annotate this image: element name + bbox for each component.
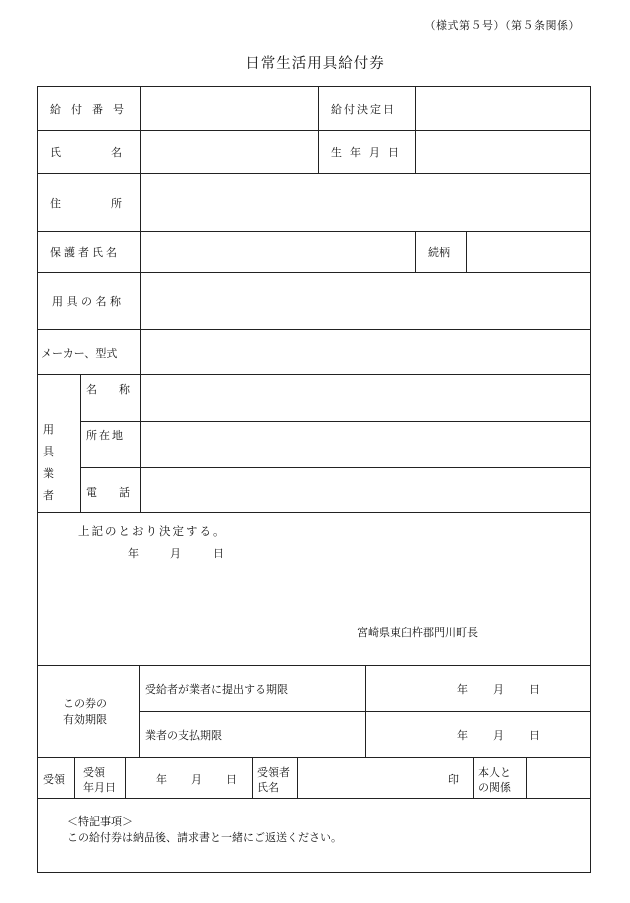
form-reference: （様式第５号）（第５条関係） xyxy=(424,19,580,32)
receipt-label: 受領 xyxy=(43,773,65,786)
kyufu-ketteibi-field[interactable] xyxy=(416,88,589,129)
submit-deadline-day: 日 xyxy=(529,683,540,696)
column-divider xyxy=(74,757,75,798)
receiver-name-field[interactable] xyxy=(298,758,472,797)
decision-date-day: 日 xyxy=(213,547,224,560)
column-divider xyxy=(252,757,253,798)
label-yogu-meisho: 用具の名称 xyxy=(52,295,125,308)
submit-deadline-month: 月 xyxy=(493,683,504,696)
maker-katashiki-field[interactable] xyxy=(141,330,589,373)
gyosha-shozaichi-field[interactable] xyxy=(141,422,589,466)
decision-date-year: 年 xyxy=(128,547,139,560)
seal-mark: 印 xyxy=(448,773,459,786)
yogu-meisho-field[interactable] xyxy=(141,273,589,328)
label-yogu-gyosha: 用具業者 xyxy=(43,423,63,502)
gyosha-denwa-field[interactable] xyxy=(141,468,589,511)
payment-deadline-month: 月 xyxy=(493,729,504,742)
notes-heading: ＜特記事項＞ xyxy=(67,815,133,828)
column-divider xyxy=(415,231,416,272)
label-hogosha-shimei: 保護者氏名 xyxy=(50,246,120,259)
receipt-month: 月 xyxy=(191,773,202,786)
column-divider xyxy=(139,665,140,757)
page-title: 日常生活用具給付券 xyxy=(245,56,385,72)
decision-text: 上記のとおり決定する。 xyxy=(78,524,227,538)
label-kyufu-bango: 給付番号 xyxy=(50,103,134,116)
form-table xyxy=(37,86,591,873)
row-divider xyxy=(38,512,590,513)
label-kyufu-ketteibi: 給付決定日 xyxy=(331,103,396,116)
relation-field[interactable] xyxy=(527,758,589,797)
relation-label-line2: の関係 xyxy=(478,781,511,794)
column-divider xyxy=(318,87,319,173)
label-gyosha-shozaichi: 所在地 xyxy=(86,429,125,442)
label-gyosha-denwa: 電話 xyxy=(86,486,152,499)
label-zokugara: 続柄 xyxy=(428,246,450,259)
row-divider xyxy=(38,665,590,666)
signer-name: 宮崎県東臼杵郡門川町長 xyxy=(357,626,478,639)
payment-deadline-year: 年 xyxy=(457,729,468,742)
column-divider xyxy=(125,757,126,798)
decision-date-month: 月 xyxy=(170,547,181,560)
receiver-label-line2: 氏名 xyxy=(257,781,279,794)
receipt-date-label-line2: 年月日 xyxy=(83,781,116,794)
gyosha-meisho-field[interactable] xyxy=(141,375,589,420)
notes-text: この給付券は納品後、請求書と一緒にご返送ください。 xyxy=(67,831,342,844)
label-seinengappi: 生年月日 xyxy=(331,146,407,159)
submit-deadline-label: 受給者が業者に提出する期限 xyxy=(145,683,288,696)
receipt-day: 日 xyxy=(226,773,237,786)
receipt-date-label-line1: 受領 xyxy=(83,766,105,779)
shimei-field[interactable] xyxy=(141,131,317,172)
label-shimei: 氏名 xyxy=(50,146,172,159)
column-divider xyxy=(473,757,474,798)
receipt-year: 年 xyxy=(156,773,167,786)
submit-deadline-year: 年 xyxy=(457,683,468,696)
row-divider xyxy=(38,798,590,799)
label-maker-katashiki: メーカー、型式 xyxy=(41,347,118,360)
label-jusho: 住所 xyxy=(50,197,172,210)
jusho-field[interactable] xyxy=(141,174,589,230)
hogosha-shimei-field[interactable] xyxy=(141,232,414,271)
seinengappi-field[interactable] xyxy=(416,131,589,172)
label-gyosha-meisho: 名称 xyxy=(86,383,152,396)
payment-deadline-day: 日 xyxy=(529,729,540,742)
column-divider xyxy=(365,665,366,757)
column-divider xyxy=(80,374,81,512)
kyufu-bango-field[interactable] xyxy=(141,88,317,129)
relation-label-line1: 本人と xyxy=(478,766,511,779)
validity-label-line1: この券の xyxy=(63,697,107,710)
payment-deadline-label: 業者の支払期限 xyxy=(145,729,222,742)
receiver-label-line1: 受領者 xyxy=(257,766,290,779)
validity-label-line2: 有効期限 xyxy=(63,713,107,726)
zokugara-field[interactable] xyxy=(467,232,589,271)
